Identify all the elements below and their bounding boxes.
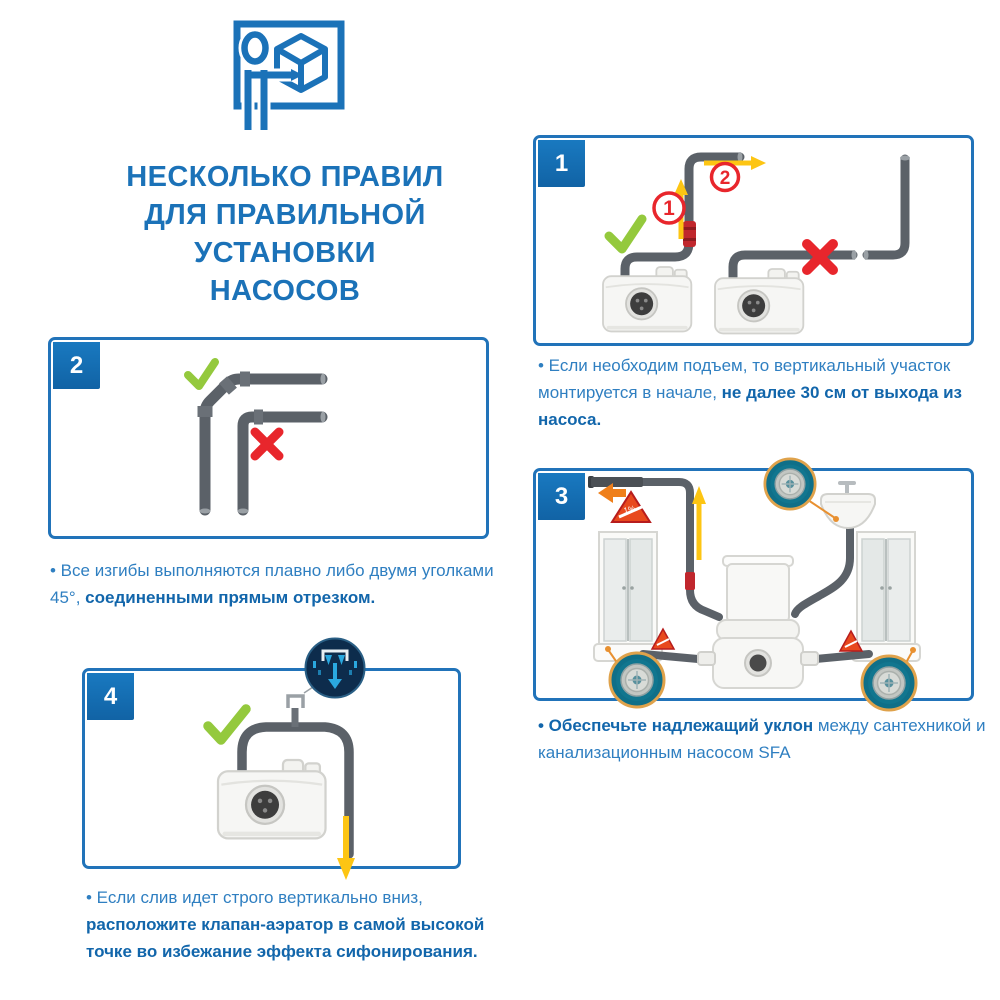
- caption-2-bold: соединенными прямым отрезком.: [85, 588, 376, 607]
- panel-1-illustration: [533, 135, 974, 346]
- caption-4: [86, 884, 496, 965]
- page-title: [55, 158, 515, 310]
- panel-2: [48, 337, 489, 539]
- sink: [821, 481, 875, 528]
- macerator-pump: [603, 267, 691, 331]
- panel-1-badge: 1: [538, 140, 585, 187]
- aerator-valve-icon: [288, 696, 303, 708]
- panel-3-badge: 3: [538, 473, 585, 520]
- caption-3-bold: • Обеспечьте надлежащий уклон: [538, 716, 814, 735]
- panel-3: [533, 468, 974, 701]
- panel-4: [82, 668, 461, 869]
- panel-2-badge: 2: [53, 342, 100, 389]
- shower-cabin-right: [852, 532, 920, 661]
- right-arrow-icon: [751, 156, 766, 170]
- checkmark-icon: [188, 362, 215, 386]
- pipe-coupling: [685, 572, 695, 590]
- macerator-pump: [218, 760, 326, 838]
- slope-label: 1%: [622, 503, 637, 516]
- presenter-with-box-icon: [225, 18, 347, 136]
- aerator-callout: [304, 637, 366, 699]
- checkmark-icon: [609, 219, 642, 249]
- caption-3-text: между сантехникой и канализационным насосом SFA: [538, 716, 986, 762]
- cross-icon: [255, 432, 279, 456]
- caption-2-text: • Все изгибы выполняются плавно либо двумя уголками 45°,: [50, 561, 494, 607]
- drain-callout-sink: [765, 459, 839, 522]
- title-line: НЕСКОЛЬКО ПРАВИЛ: [126, 161, 444, 193]
- caption-4-bold: расположите клапан-аэратор в самой высокой точке во избежание эффекта сифонирования.: [86, 915, 485, 961]
- macerator-pump: [715, 269, 803, 333]
- panel-3-illustration: [533, 468, 974, 701]
- caption-2: [50, 557, 505, 611]
- down-arrow-icon: [337, 858, 355, 880]
- caption-4-text: • Если слив идет строго вертикально вниз,: [86, 888, 423, 907]
- step-marker-1-label: 1: [663, 197, 675, 220]
- title-line: ДЛЯ ПРАВИЛЬНОЙ: [144, 199, 426, 231]
- pipe-coupling: [683, 221, 696, 247]
- pipe-insulation: [591, 477, 643, 487]
- panel-4-illustration: [82, 668, 461, 869]
- caption-3: [538, 712, 988, 766]
- step-marker-2-label: 2: [719, 168, 731, 189]
- panel-4-badge: 4: [87, 673, 134, 720]
- panel-1: [533, 135, 974, 346]
- pipe-bad-riser: [867, 159, 905, 255]
- title-line: УСТАНОВКИ: [194, 237, 376, 269]
- title-line: НАСОСОВ: [209, 275, 361, 307]
- panel-2-illustration: [48, 337, 489, 539]
- caption-1-bold: не далее 30 см от выхода из насоса.: [538, 383, 962, 429]
- shower-cabin-left: [594, 532, 662, 661]
- caption-1: [538, 352, 986, 433]
- up-arrow-icon: [692, 486, 706, 504]
- caption-1-text: • Если необходим подъем, то вертикальный участок монтируется в начале,: [538, 356, 951, 402]
- checkmark-icon: [208, 709, 246, 740]
- pipe-sink: [795, 524, 850, 614]
- toilet-with-pump: [698, 556, 818, 688]
